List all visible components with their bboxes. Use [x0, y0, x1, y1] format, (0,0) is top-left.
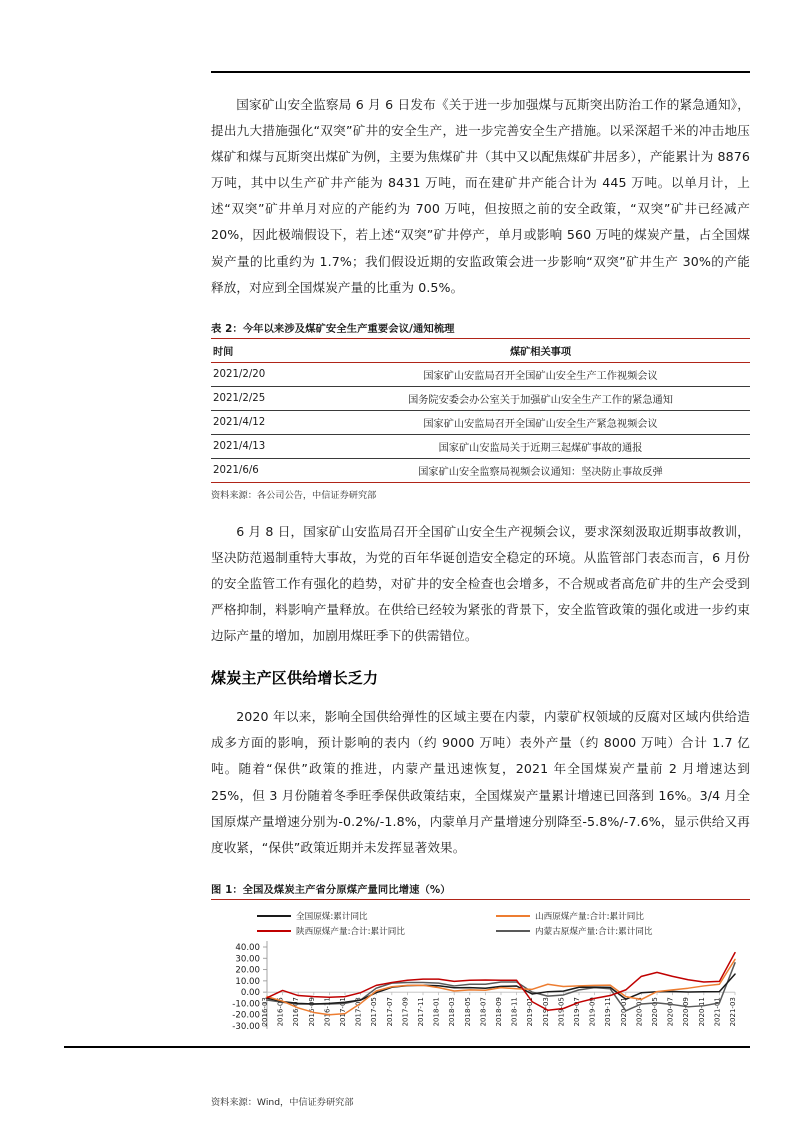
- table-source: 资料来源：各公司公告，中信证券研究部: [211, 489, 377, 501]
- svg-text:2021-01: 2021-01: [713, 996, 722, 1027]
- svg-text:20.00: 20.00: [235, 965, 260, 976]
- table-cell-time: 2021/4/12: [211, 410, 331, 434]
- svg-text:30.00: 30.00: [235, 954, 260, 965]
- figure-block: [211, 881, 750, 1108]
- legend-label-shanxi: 山西原煤产量:合计:累计同比: [535, 911, 644, 922]
- svg-text:2017-05: 2017-05: [370, 996, 379, 1027]
- legend-label-shaanxi: 陕西原煤产量:合计:累计同比: [296, 926, 405, 937]
- svg-text:2017-11: 2017-11: [417, 996, 425, 1027]
- svg-text:2019-03: 2019-03: [541, 996, 550, 1027]
- svg-text:2016-11: 2016-11: [323, 996, 332, 1027]
- svg-text:2019-09: 2019-09: [588, 996, 597, 1027]
- table-row: [211, 410, 750, 434]
- svg-text:2018-09: 2018-09: [495, 996, 503, 1027]
- figure-source: 资料来源：Wind，中信证券研究部: [211, 1096, 354, 1108]
- svg-text:-30.00: -30.00: [232, 1021, 260, 1032]
- svg-text:2020-03: 2020-03: [635, 996, 644, 1027]
- figure-body: [211, 900, 750, 1090]
- legend-label-national: 全国原煤:累计同比: [296, 911, 368, 922]
- paragraph-3: 2020 年以来，影响全国供给弹性的区域主要在内蒙，内蒙矿权领域的反腐对区域内供给造成多方面的影响，预计影响的表内（约 9000 万吨）表外产量（约 8000 万吨）合计 1.7 亿吨。随着“保供”政策的推进，内蒙产量迅速恢复，2021 年全国煤炭产量前 2 月增速达到 25%，但 3 月份随着冬季旺季保供政策结束，全国煤炭产量累计增速已回落到 16%。3/4 月全国原煤产量增速分别为-0.2%/-1.8%，内蒙单月产量增速分别降至-5.8%/-7.6%，显示供给又再度收紧，“保供”政策近期并未发挥显著效果。: [211, 709, 750, 855]
- table-cell-item: 国家矿山安监局召开全国矿山安全生产紧急视频会议: [331, 410, 750, 434]
- svg-text:2018-01: 2018-01: [432, 996, 441, 1027]
- table-cell-item: 国家矿山安监局关于近期三起煤矿事故的通报: [331, 434, 750, 458]
- table-row: [211, 362, 750, 386]
- table-cell-time: 2021/4/13: [211, 434, 331, 458]
- svg-text:2021-03: 2021-03: [729, 996, 737, 1027]
- svg-text:0.00: 0.00: [240, 987, 260, 998]
- svg-text:-10.00: -10.00: [232, 999, 260, 1010]
- svg-text:2017-01: 2017-01: [339, 996, 347, 1027]
- legend-label-inner-mongolia: 内蒙古原煤产量:合计:累计同比: [535, 926, 653, 937]
- svg-text:2020-07: 2020-07: [666, 996, 675, 1027]
- table-cell-item: 国家矿山安全监察局视频会议通知：坚决防止事故反弹: [331, 458, 750, 482]
- svg-text:10.00: 10.00: [235, 976, 260, 987]
- svg-text:2018-03: 2018-03: [448, 996, 457, 1027]
- figure-caption: 图 1：全国及煤炭主产省分原煤产量同比增速（%）: [211, 881, 750, 900]
- svg-text:2016-09: 2016-09: [307, 996, 316, 1027]
- table-cell-item: 国务院安委会办公室关于加强矿山安全生产工作的紧急通知: [331, 386, 750, 410]
- svg-text:2016-07: 2016-07: [292, 996, 301, 1027]
- svg-text:2019-05: 2019-05: [557, 996, 566, 1027]
- svg-text:2019-11: 2019-11: [604, 996, 613, 1027]
- svg-text:2020-01: 2020-01: [619, 996, 628, 1027]
- meetings-table: [211, 338, 750, 483]
- table-cell-item: 国家矿山安监局召开全国矿山安全生产工作视频会议: [331, 362, 750, 386]
- table-cell-time: 2021/6/6: [211, 458, 331, 482]
- svg-text:2020-09: 2020-09: [682, 996, 691, 1027]
- table-header-row: [211, 338, 750, 362]
- page-top-rule: [211, 71, 750, 73]
- table-row: [211, 434, 750, 458]
- table-row: [211, 458, 750, 482]
- svg-text:2016-05: 2016-05: [276, 996, 285, 1027]
- page-content: [211, 92, 750, 1108]
- section-heading: 煤炭主产区供给增长乏力: [211, 669, 379, 688]
- svg-text:2017-03: 2017-03: [354, 996, 363, 1027]
- svg-text:40.00: 40.00: [235, 942, 260, 953]
- table-body: [211, 362, 750, 482]
- svg-text:2016-03: 2016-03: [261, 996, 269, 1027]
- line-chart: [211, 900, 750, 1090]
- svg-text:-20.00: -20.00: [232, 1010, 260, 1021]
- svg-text:2018-07: 2018-07: [479, 996, 488, 1027]
- table-row: [211, 386, 750, 410]
- table-cell-time: 2021/2/20: [211, 362, 331, 386]
- paragraph-1: 国家矿山安全监察局 6 月 6 日发布《关于进一步加强煤与瓦斯突出防治工作的紧急通知》，提出九大措施强化“双突”矿井的安全生产，进一步完善安全生产措施。以采深超千米的冲击地压煤矿和煤与瓦斯突出煤矿为例，主要为焦煤矿井（其中又以配焦煤矿井居多），产能累计为 8876 万吨，其中以生产矿井产能为 8431 万吨，而在建矿井产能合计为 445 万吨。以单月计，上述“双突”矿井单月对应的产能约为 700 万吨，但按照之前的安全政策，“双突”矿井已经减产 20%，因此极端假设下，若上述“双突”矿井停产，单月或影响 560 万吨的煤炭产量，占全国煤炭产量的比重约为 1.7%；我们假设近期的安监政策会进一步影响“双突”矿井生产 30%的产能释放，对应到全国煤炭产量的比重为 0.5%。: [211, 97, 750, 295]
- table-header-item: 煤矿相关事项: [331, 338, 750, 362]
- paragraph-2: 6 月 8 日，国家矿山安监局召开全国矿山安全生产视频会议，要求深刻汲取近期事故教训，坚决防范遏制重特大事故，为党的百年华诞创造安全稳定的环境。从监管部门表态而言，6 月份的安全监管工作有强化的趋势，对矿井的安全检查也会增多，不合规或者高危矿井的生产会受到严格抑制，料影响产量释放。在供给已经较为紧张的背景下，安全监管政策的强化或进一步约束边际产量的增加，加剧用煤旺季下的供需错位。: [211, 523, 750, 644]
- svg-text:2018-05: 2018-05: [463, 996, 472, 1027]
- table-caption: 表 2：今年以来涉及煤矿安全生产重要会议/通知梳理: [211, 322, 455, 335]
- svg-text:2017-07: 2017-07: [385, 996, 394, 1027]
- svg-text:2019-07: 2019-07: [573, 996, 581, 1027]
- svg-text:2020-05: 2020-05: [651, 996, 659, 1027]
- table-cell-time: 2021/2/25: [211, 386, 331, 410]
- svg-text:2020-11: 2020-11: [697, 996, 706, 1027]
- svg-text:2017-09: 2017-09: [401, 996, 410, 1027]
- svg-text:2018-11: 2018-11: [510, 996, 519, 1027]
- meetings-table-block: [211, 320, 750, 501]
- svg-text:2019-01: 2019-01: [526, 996, 535, 1027]
- table-header-time: 时间: [211, 338, 331, 362]
